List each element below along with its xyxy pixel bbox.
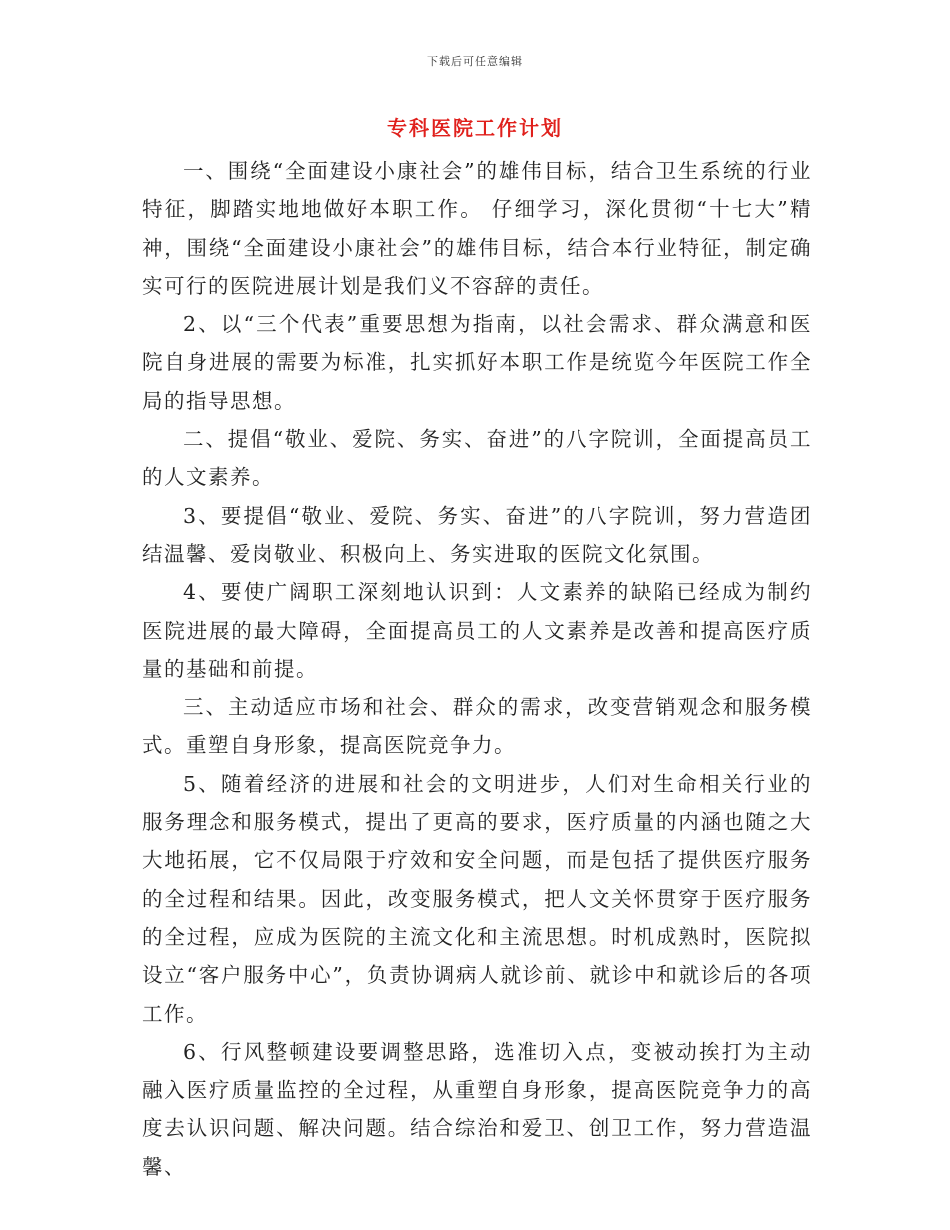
paragraph-section-3: 三、主动适应市场和社会、群众的需求，改变营销观念和服务模式。重塑自身形象，提高医院竞争力。 <box>142 695 812 758</box>
paragraph-section-2: 二、提倡“敬业、爱院、务实、奋进”的八字院训，全面提高员工的人文素养。 <box>142 427 812 490</box>
paragraph-item-4: 4、要使广阔职工深刻地认识到：人文素养的缺陷已经成为制约医院进展的最大障碍，全面提高员工的人文素养是改善和提高医疗质量的基础和前提。 <box>142 580 812 681</box>
paragraph-item-3: 3、要提倡“敬业、爱院、务实、奋进”的八字院训，努力营造团结温馨、爱岗敬业、积极向上、务实进取的医院文化氛围。 <box>142 503 812 566</box>
paragraph-item-5: 5、随着经济的进展和社会的文明进步，人们对生命相关行业的服务理念和服务模式，提出了更高的要求，医疗质量的内涵也随之大大地拓展，它不仅局限于疗效和安全问题，而是包括了提供医疗服务的全过程和结果。因此，改变服务模式，把人文关怀贯穿于医疗服务的全过程，应成为医院的主流文化和主流思想。时机成熟时，医院拟设立“客户服务中心”，负责协调病人就诊前、就诊中和就诊后的各项工作。 <box>142 771 812 1026</box>
paragraph-item-6: 6、行风整顿建设要调整思路，选准切入点，变被动挨打为主动融入医疗质量监控的全过程，从重塑自身形象，提高医院竞争力的高度去认识问题、解决问题。结合综治和爱卫、创卫工作，努力营造温馨、 <box>142 1039 812 1179</box>
page-header-note: 下载后可任意编辑 <box>427 55 523 68</box>
document-title: 专科医院工作计划 <box>387 116 563 140</box>
document-body <box>142 152 812 1186</box>
paragraph-section-1: 一、围绕“全面建设小康社会”的雄伟目标，结合卫生系统的行业特征，脚踏实地地做好本职工作。 仔细学习，深化贯彻“十七大”精神，围绕“全面建设小康社会”的雄伟目标，结合本行业特征，制定确实可行的医院进展计划是我们义不容辞的责任。 <box>142 159 812 298</box>
paragraph-item-2: 2、以“三个代表”重要思想为指南，以社会需求、群众满意和医院自身进展的需要为标准，扎实抓好本职工作是统览今年医院工作全局的指导思想。 <box>142 312 812 413</box>
